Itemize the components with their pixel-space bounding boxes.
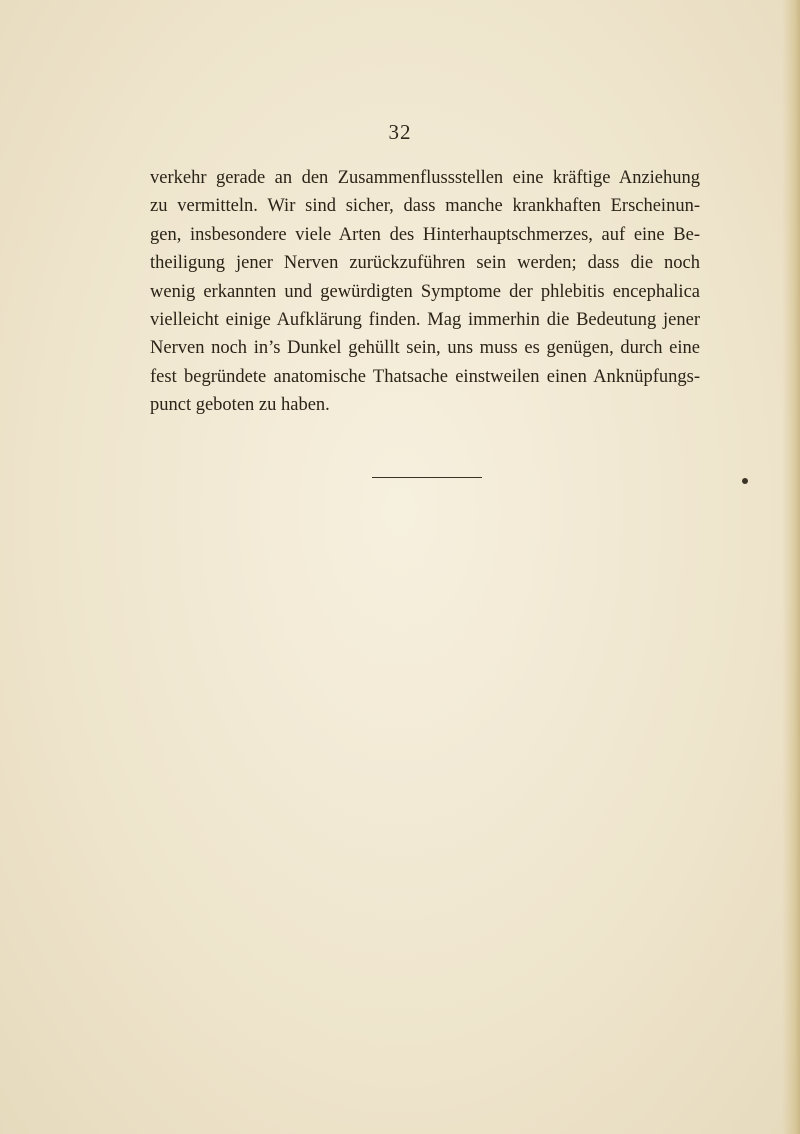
text-line: theiligung jener Nerven zurückzuführen sein werden; dass die noch (150, 253, 700, 274)
text-line: verkehr gerade an den Zusammenflussstellen eine kräftige Anziehung (150, 168, 700, 188)
paper-speck (742, 478, 748, 484)
page-edge-shadow (782, 0, 800, 1134)
body-paragraph (150, 164, 700, 420)
text-line: gen, insbesondere viele Arten des Hinterhauptschmerzes, auf eine Be- (150, 224, 700, 245)
text-line: Nerven noch in’s Dunkel gehüllt sein, uns muss es genügen, durch eine (150, 338, 700, 359)
page-number: 32 (388, 120, 412, 144)
text-line: wenig erkannten und gewürdigten Symptome der phlebitis encephalica (150, 281, 700, 302)
text-line: punct geboten zu haben. (150, 395, 330, 416)
text-line: vielleicht einige Aufklärung finden. Mag immerhin die Bedeutung jener (150, 309, 700, 330)
text-line: zu vermitteln. Wir sind sicher, dass manche krankhaften Erscheinun- (150, 196, 700, 217)
text-line: fest begründete anatomische Thatsache einstweilen einen Anknüpfungs- (150, 366, 700, 387)
section-divider-rule (372, 477, 482, 478)
